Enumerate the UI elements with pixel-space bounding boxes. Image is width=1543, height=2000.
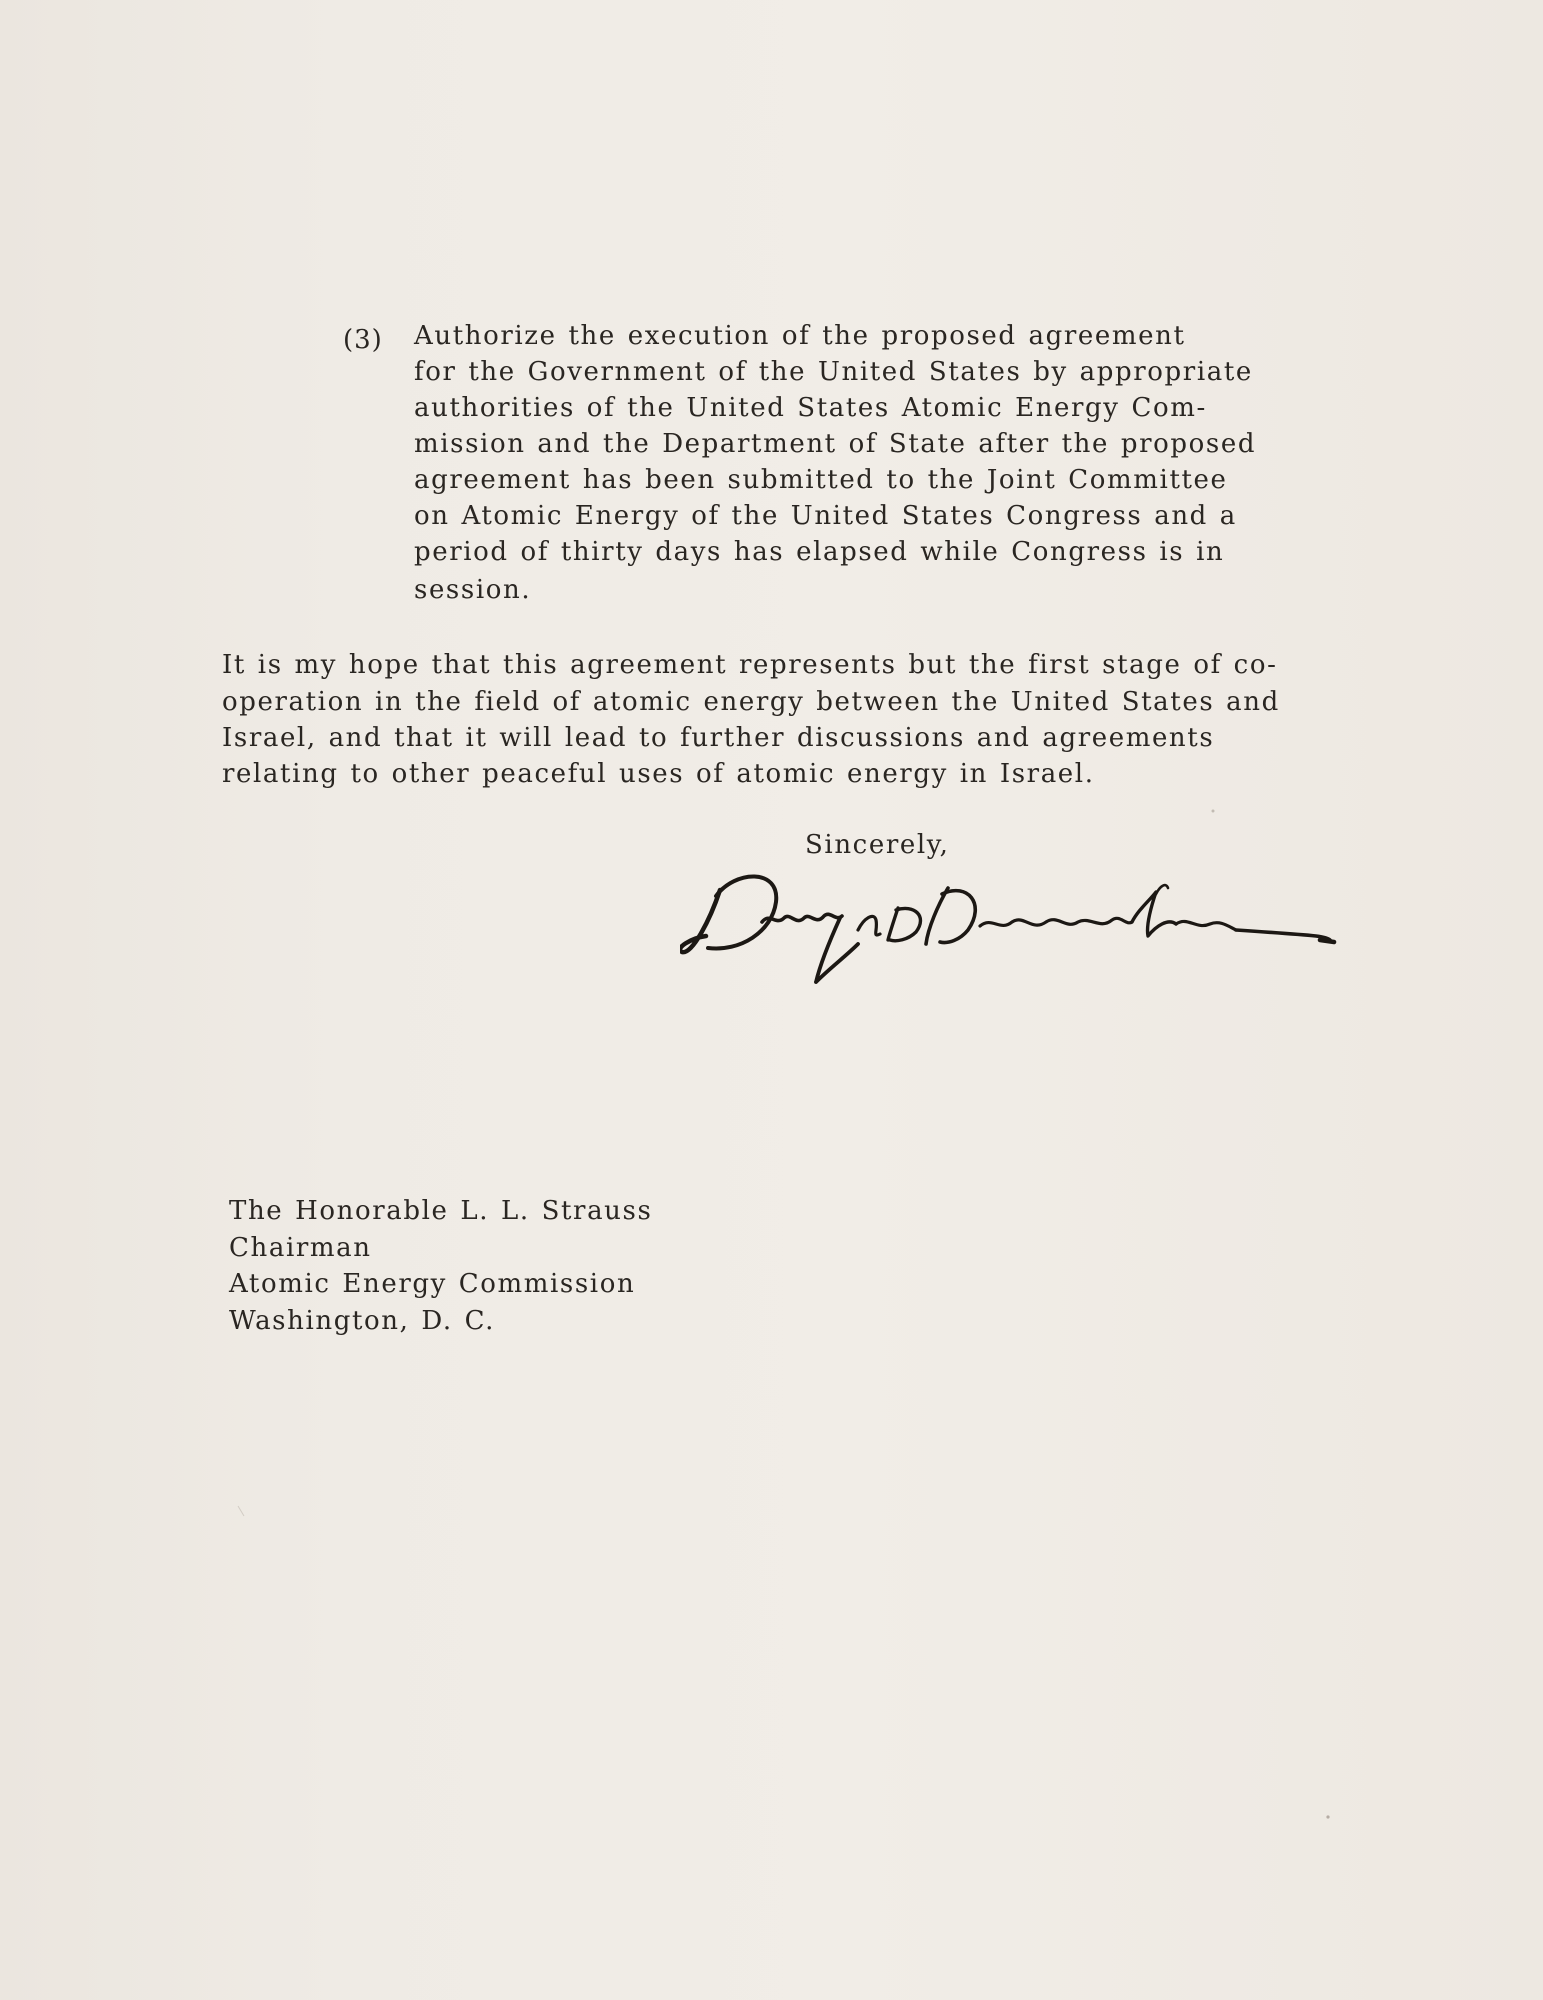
recipient-line-1: The Honorable L. L. Strauss bbox=[229, 1196, 653, 1226]
item-line-4: mission and the Department of State after the proposed bbox=[414, 429, 1257, 459]
item-line-8: session. bbox=[414, 575, 532, 605]
item-line-1: Authorize the execution of the proposed agreement bbox=[414, 321, 1186, 351]
item-line-6: on Atomic Energy of the United States Congress and a bbox=[414, 501, 1237, 531]
item-number: (3) bbox=[343, 325, 383, 355]
item-line-3: authorities of the United States Atomic Energy Com- bbox=[414, 393, 1207, 423]
item-line-2: for the Government of the United States by appropriate bbox=[414, 357, 1253, 387]
paragraph-line-1: It is my hope that this agreement represents but the first stage of co- bbox=[222, 650, 1278, 680]
recipient-line-2: Chairman bbox=[229, 1233, 372, 1263]
item-line-7: period of thirty days has elapsed while Congress is in bbox=[414, 537, 1225, 567]
paragraph-line-3: Israel, and that it will lead to further discussions and agreements bbox=[222, 723, 1215, 753]
paragraph-line-2: operation in the field of atomic energy between the United States and bbox=[222, 687, 1280, 717]
recipient-line-4: Washington, D. C. bbox=[229, 1306, 496, 1336]
handwritten-signature bbox=[680, 860, 1350, 995]
item-line-5: agreement has been submitted to the Joint Committee bbox=[414, 465, 1228, 495]
paragraph-line-4: relating to other peaceful uses of atomic energy in Israel. bbox=[222, 759, 1095, 789]
closing-sincerely: Sincerely, bbox=[805, 830, 950, 860]
recipient-line-3: Atomic Energy Commission bbox=[229, 1269, 636, 1299]
